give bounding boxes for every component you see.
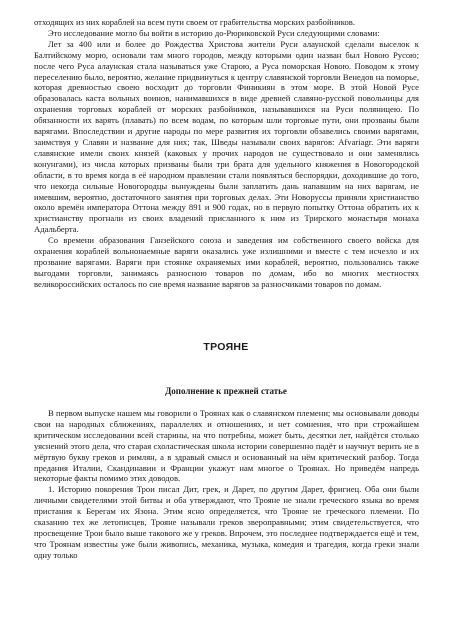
paragraph: Это исследование могло бы войти в историю до-Рюриковской Руси следующими словами: [48,27,380,38]
section-title: ТРОЯНЕ [203,341,249,353]
text-block-trojans [34,408,419,561]
paragraph: В первом выпуске нашем мы говорили о Троянах как о славянском племени; мы основывали доводы свои на народных сближениях, параллелях и отношениях, и нет сомнения, что при строжайшем критическом исследовании всей старины, на что потребны, может быть, десятки лет, найдётся столько уяснений этого дела, что старая схоластическая школа истории совершенно падёт и научнут верить не в мёртвую букву греков и римлян, а в здравый смысл и основанный на нём критический разбор. Тогда предания Италии, Скандинавии и Франции укажут нам многое о Троянах. Но приведём напредь некоторые факты помимо этих доводов. [34,408,419,484]
paragraph: отходящих из них кораблей на всем пути своем от грабительства морских разбойников. [34,17,356,27]
paragraph: Лет за 400 или и более до Рождества Христова жители Руси алаунской сделали выселок к Балтийскому морю, основали там много городов, между которыми один назван был Новою Русою; после чего Руса алаунская стала называться уже Старою, а Руса поморская Новою. Поводом к этому переселению было, вероятно, желание придвинуться к центру славянской торговли Венедов на поморье, которая древностью своею восходит до торговли Финикиян в этом море. В этой Новой Русе образовалась каста вольных воинов, нанимавшихся в виде древней славяно-русской повольницы для охранения торговых кораблей от морских разбойников, называвшихся на Руси поляницею. По обязанности их варять (плавать) по всем водам, по которым шли торговые пути, они прозваны были варягами. Впоследствии и другие народы по мере развития их торговли обзавелись своими варягами, заимствуя у Славян и название для них; так, Шведы называли своих варягов: Afvariagr. Эти варяги славянские имели своих князей (каковых у прочих народов не существовало и они заменялись конунгами), из числа которых призваны были три брата для удельного княжения в Новогородской области, в то время когда в её народном правлении стали появляться беспорядки, доходившие до того, что некогда сильные Новогородцы вынуждены были заплатить дань напавшим на них варягам, не имевшим, вероятно, достаточного занятия при торговых делах. Эти Новоруссы приняли христианство около времён императора Оттона между 891 и 900 годах, но в первую попытку Оттона обратить их к христианству прогнали из своих владений присланного к ним из Трирского монастыря монаха Адальберта. [34,38,419,235]
paragraph: 1. Историю покорения Трои писал Дит, грек, и Дарет, по другим Дарет, фригиец. Оба они были личными свидетелями этой битвы и оба утверждают, что Трояне не знали греческого языка во время пристания к Берегам их Язона. Этим ясно определяется, что Трояне не греческого племени. По сказанию тех же летописцев, Трояне называли греков звероправными; этим свидетельствуется, что просвещение Трои было выше такового же у греков. Впрочем, это последнее подтверждается ещё и тем, что Троянам известны уже были живопись, механика, музыка, комедия и трагедия, когда греки знали одну только [34,484,419,560]
paragraph: Со времени образования Ганзейского союза и заведения им собственного своего войска для охранения кораблей вольнонаемные варяги оказались уже излишними и вместе с тем исчезло и их прозвание варягами. Варяги при стоянке охраняемых ими кораблей, вероятно, пользовались также выгодами торговли, занимаясь разносною товаров по домам, ибо во многих местностях великороссийских осталось по сие время название варягов за разносчиками товаров по домам. [34,235,419,289]
text-block-varangians [34,17,419,290]
subsection-title: Дополнение к прежней статье [165,386,287,396]
